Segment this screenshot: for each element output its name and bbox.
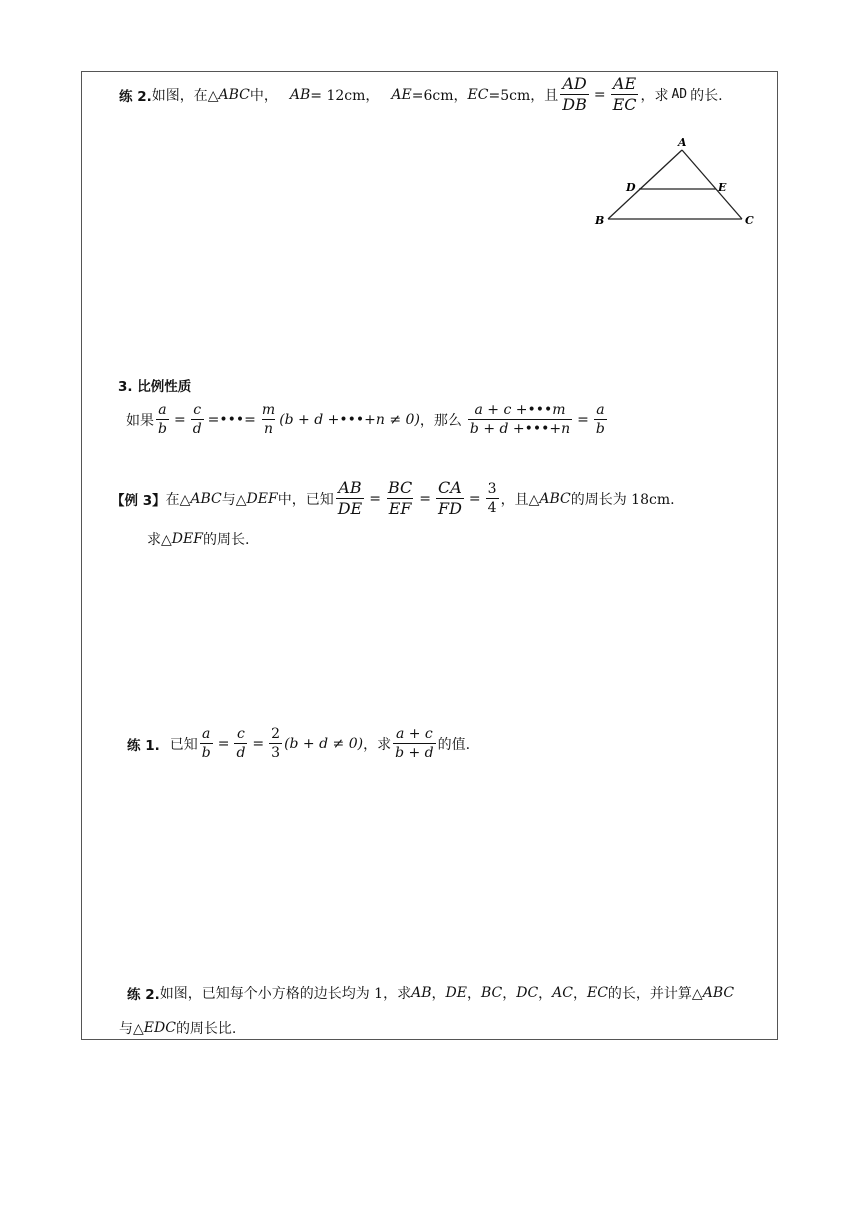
practice-2b-line1 — [127, 983, 734, 1003]
separator: ， — [538, 986, 553, 1002]
triangle-name: DEF — [246, 490, 278, 507]
text: 的长. — [690, 87, 723, 104]
equals-sign: = — [419, 490, 431, 507]
separator: ， — [466, 986, 481, 1002]
denominator: d — [236, 745, 246, 761]
segment-ac: AC — [552, 985, 573, 1001]
denominator: b + d +•••+n — [469, 421, 571, 437]
text: 与△ — [119, 1021, 144, 1037]
numerator: CA — [438, 478, 462, 497]
fraction-ae-ec — [611, 76, 639, 113]
triangle-name: ABC — [190, 490, 222, 507]
equals-sign: = — [468, 490, 481, 507]
text: 求△ — [147, 532, 172, 548]
triangle-name: ABC — [539, 490, 571, 507]
text: 如图，已知每个小方格的边长均为 1，求 — [159, 986, 412, 1002]
numerator: m — [261, 402, 276, 418]
numerator: a — [158, 402, 167, 418]
example-3-line — [111, 480, 675, 517]
proportion-property-line — [126, 403, 609, 436]
triangle-name: EDC — [143, 1020, 176, 1036]
equals-sign: = — [593, 86, 606, 103]
text: 的周长为 18cm. — [570, 491, 675, 508]
fraction-c-d — [234, 727, 247, 760]
numerator: a — [596, 402, 605, 418]
vertex-a-label: A — [678, 136, 687, 149]
separator: ， — [502, 986, 517, 1002]
ab-value: = 12cm， — [310, 87, 380, 104]
side-ab — [608, 150, 682, 219]
text: ，那么 — [419, 412, 462, 429]
segment-ae: AE — [391, 86, 412, 103]
text: 的周长比. — [175, 1021, 237, 1037]
numerator: c — [193, 402, 202, 418]
vertex-b-label: B — [595, 214, 605, 227]
side-ac — [682, 150, 742, 219]
fraction-ab-de — [336, 480, 365, 517]
text: ，求 — [640, 87, 669, 104]
triangle-name: ABC — [702, 985, 735, 1001]
section-3-heading: 3. 比例性质 — [118, 379, 192, 395]
denominator: 4 — [487, 500, 497, 516]
numerator: 3 — [487, 481, 497, 497]
equals-sign: = — [252, 735, 265, 752]
ec-value: =5cm，且 — [488, 87, 559, 104]
segment-ec: EC — [467, 86, 489, 103]
practice-2b-line2 — [119, 1018, 236, 1038]
practice-2a-label: 练 2. — [119, 88, 152, 105]
segment-de: DE — [445, 985, 467, 1001]
segment-ab: AB — [289, 86, 311, 103]
fraction-sum — [393, 727, 436, 760]
fraction-a-b — [156, 403, 169, 436]
fraction-bc-ef — [386, 480, 414, 517]
text: 的周长. — [202, 532, 250, 548]
numerator: 2 — [271, 726, 281, 742]
segment-ec: EC — [586, 985, 608, 1001]
practice-2b-label: 练 2. — [127, 987, 160, 1003]
numerator: AD — [562, 74, 587, 93]
fraction-ca-fd — [436, 480, 464, 517]
denominator: EC — [612, 95, 637, 114]
text: 与△ — [221, 491, 247, 508]
segment-bc: BC — [480, 985, 503, 1001]
equals-sign: = — [173, 411, 186, 428]
example-3-label: 【例 3】 — [111, 492, 166, 509]
denominator: EF — [388, 499, 412, 518]
condition: (b + d ≠ 0) — [284, 735, 364, 752]
text: ，求 — [363, 736, 392, 753]
text: 已知 — [169, 736, 198, 753]
fraction-c-d — [191, 403, 204, 436]
fraction-sum — [468, 403, 572, 436]
ellipsis-equals: =•••= — [207, 411, 256, 428]
vertex-c-label: C — [745, 214, 754, 227]
ae-value: =6cm， — [411, 87, 468, 104]
denominator: 3 — [271, 745, 281, 761]
separator: ， — [431, 986, 446, 1002]
denominator: b — [201, 745, 211, 761]
fraction-3-4 — [486, 482, 499, 515]
denominator: d — [192, 421, 202, 437]
segment-ab: AB — [411, 985, 432, 1001]
fraction-a-b — [200, 727, 213, 760]
segment-ad: AD — [671, 87, 688, 102]
fraction-result — [594, 403, 607, 436]
numerator: AE — [612, 74, 637, 93]
practice-1-line — [127, 727, 470, 760]
numerator: a + c — [395, 726, 433, 742]
point-e-label: E — [718, 181, 727, 194]
text: ，且△ — [500, 491, 540, 508]
practice-1-label: 练 1. — [127, 737, 160, 754]
text: 的长，并计算△ — [607, 986, 703, 1002]
text: 在△ — [165, 491, 191, 508]
text: 中， — [249, 87, 278, 104]
text: 的值. — [437, 736, 471, 753]
numerator: c — [237, 726, 245, 742]
denominator: DB — [562, 95, 587, 114]
numerator: a + c +•••m — [474, 402, 566, 418]
denominator: DE — [337, 499, 363, 518]
denominator: b — [158, 421, 167, 437]
equals-sign: = — [369, 490, 381, 507]
text: 中，已知 — [277, 491, 334, 508]
condition: (b + d +•••+n ≠ 0) — [279, 411, 420, 428]
practice-2a-line — [119, 76, 723, 113]
example-3-question — [147, 529, 249, 549]
segment-dc: DC — [516, 985, 539, 1001]
numerator: BC — [387, 478, 413, 497]
triangle-name: ABC — [218, 86, 250, 103]
equals-sign: = — [577, 411, 589, 428]
fraction-ad-db — [560, 76, 589, 113]
fraction-2-3 — [269, 727, 282, 760]
text: 如果 — [126, 412, 154, 429]
triangle-figure — [590, 135, 770, 235]
text: 如图，在△ — [151, 87, 219, 104]
fraction-m-n — [260, 403, 277, 436]
numerator: AB — [338, 478, 362, 497]
equals-sign: = — [217, 735, 230, 752]
separator: ， — [572, 986, 587, 1002]
denominator: b — [595, 421, 605, 437]
denominator: n — [264, 421, 274, 437]
denominator: FD — [437, 499, 462, 518]
point-d-label: D — [626, 181, 636, 194]
denominator: b + d — [395, 745, 434, 761]
triangle-name: DEF — [171, 531, 203, 547]
numerator: a — [202, 726, 211, 742]
